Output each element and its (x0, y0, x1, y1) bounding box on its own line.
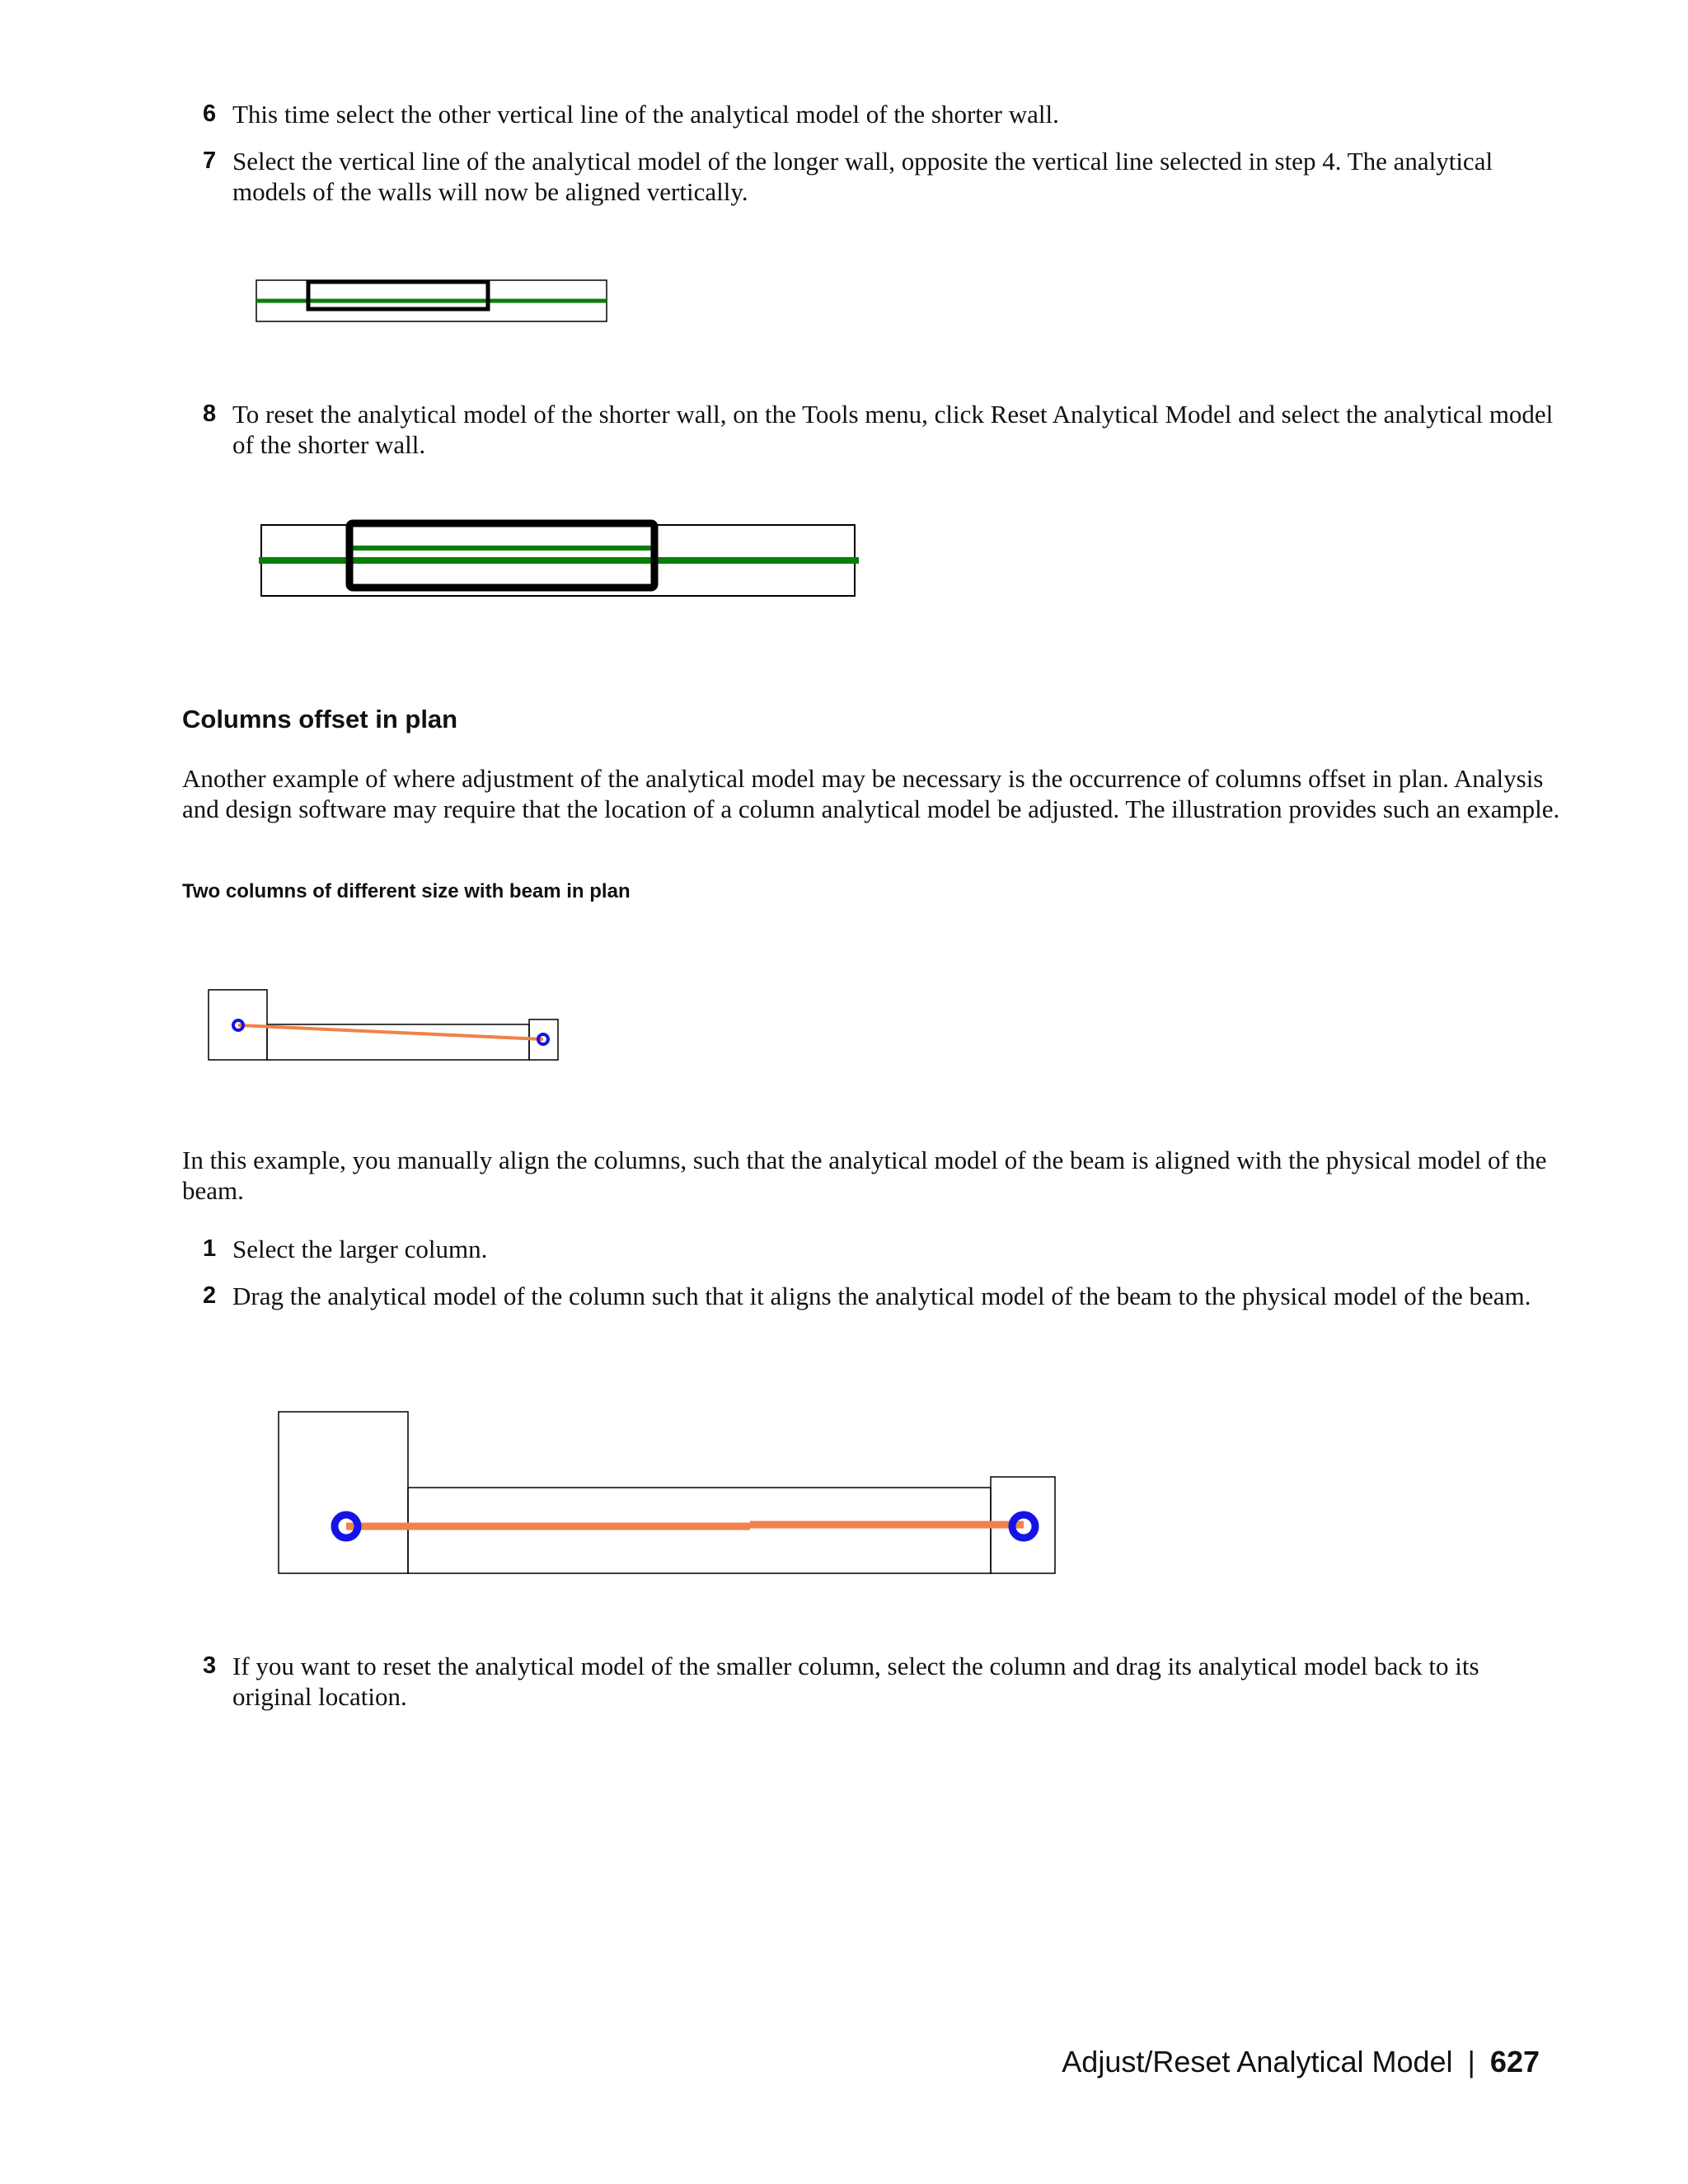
step-8 (203, 399, 1563, 460)
shorter-wall-physical (349, 523, 654, 588)
page-footer (1062, 2045, 1540, 2079)
columns-aligned-figure (272, 1405, 1063, 1578)
step-text: Select the vertical line of the analytical model of the longer wall, opposite the vertical line selected in step 4. The analytical models of the walls will now be aligned vertically. (232, 147, 1493, 206)
step-6 (203, 99, 1563, 129)
step-text: If you want to reset the analytical model of the smaller column, select the column and drag its analytical model back to its original location. (232, 1652, 1479, 1711)
step-number: 2 (203, 1282, 217, 1309)
step-number: 6 (203, 101, 217, 127)
step-number: 8 (203, 401, 217, 427)
footer-separator: | (1467, 2045, 1475, 2079)
section-heading: Columns offset in plan (182, 705, 458, 733)
step-number: 1 (203, 1235, 217, 1262)
step-number: 7 (203, 148, 217, 174)
example-paragraph: In this example, you manually align the columns, such that the analytical model of the beam is aligned with the physical model of the beam. (182, 1146, 1547, 1205)
beam-physical (408, 1488, 991, 1573)
figure-caption: Two columns of different size with beam in plan (182, 880, 631, 902)
shorter-wall-physical (308, 282, 488, 309)
step-text: Drag the analytical model of the column such that it aligns the analytical model of the beam to the physical model of the beam. (232, 1282, 1531, 1310)
walls-reset-figure (247, 511, 874, 602)
beam-analytical-line (238, 1025, 543, 1039)
section-intro: Another example of where adjustment of the analytical model may be necessary is the occurrence of columns offset in plan. Analysis and design software may require that the location of a column analytical model be adjusted. The illustration provides such an example. (182, 764, 1560, 823)
step-1 (203, 1234, 1563, 1264)
step-2 (203, 1281, 1563, 1311)
larger-column-physical (279, 1412, 408, 1573)
step-7 (203, 146, 1563, 207)
step-3 (203, 1651, 1563, 1712)
step-text: Select the larger column. (232, 1235, 488, 1263)
columns-offset-figure (202, 985, 565, 1067)
step-number: 3 (203, 1652, 217, 1679)
page-number: 627 (1489, 2045, 1540, 2079)
step-text: This time select the other vertical line of the analytical model of the shorter wall. (232, 100, 1059, 129)
step-text: To reset the analytical model of the shorter wall, on the Tools menu, click Reset Analytical Model and select the analytical model of the shorter wall. (232, 400, 1554, 459)
footer-title: Adjust/Reset Analytical Model (1062, 2045, 1453, 2079)
walls-aligned-figure (247, 272, 618, 330)
